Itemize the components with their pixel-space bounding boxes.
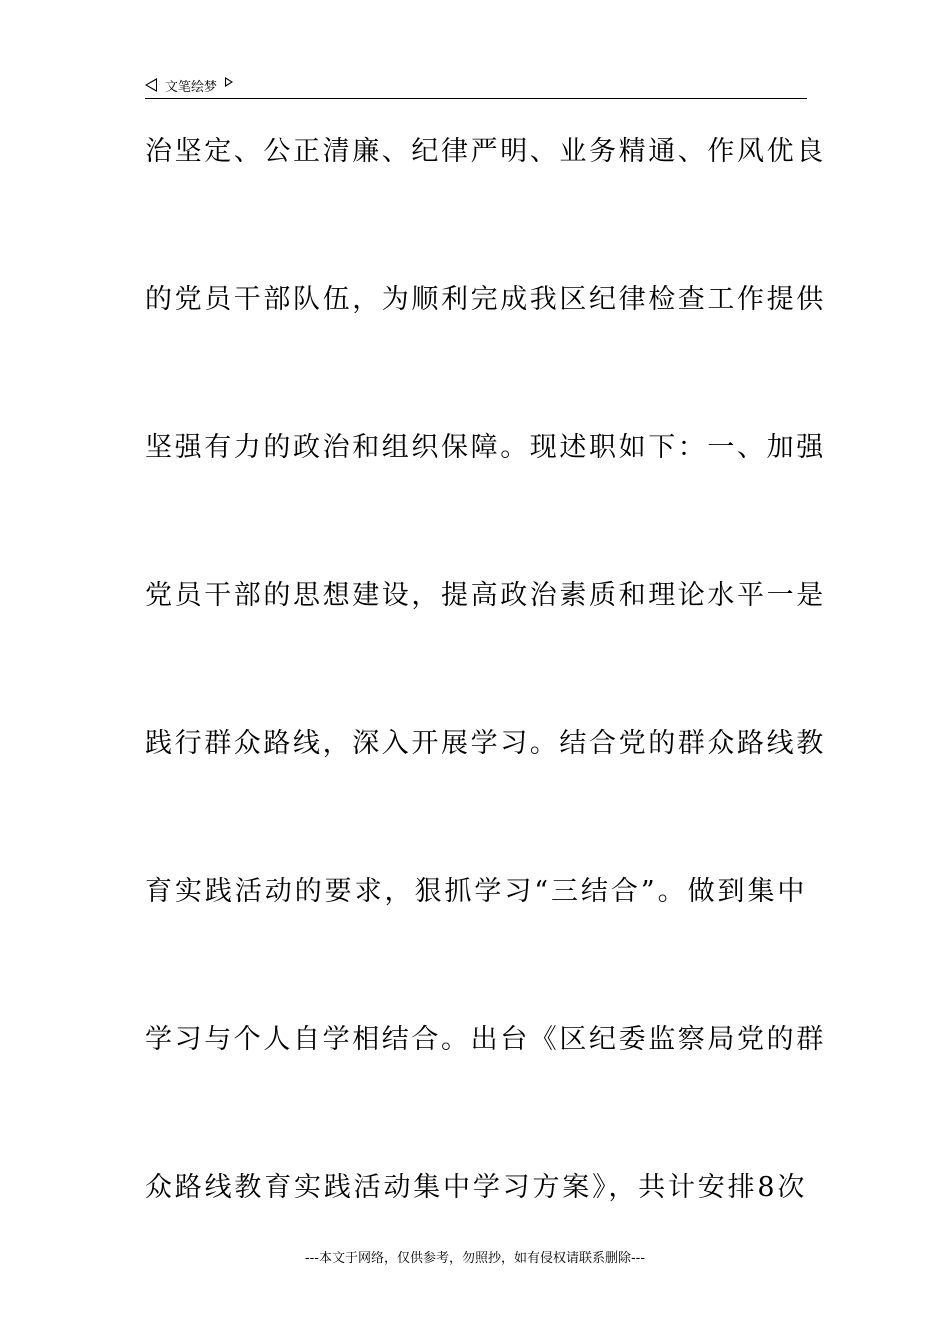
body-line: 育实践活动的要求，狠抓学习“三结合”。做到集中	[145, 876, 807, 907]
body-line: 治坚定、公正清廉、纪律严明、业务精通、作风优良	[145, 136, 826, 167]
body-line: 践行群众路线，深入开展学习。结合党的群众路线教	[145, 728, 826, 759]
triangle-right-icon	[225, 77, 233, 87]
page-header	[145, 72, 807, 99]
body-line: 众路线教育实践活动集中学习方案》，共计安排8次	[145, 1172, 807, 1203]
triangle-left-icon	[145, 78, 157, 92]
page-footer: ---本文于网络，仅供参考，勿照抄，如有侵权请联系删除---	[304, 1251, 646, 1266]
body-line: 党员干部的思想建设，提高政治素质和理论水平一是	[145, 580, 826, 611]
header-title: 文笔绘梦	[165, 79, 218, 95]
document-body	[145, 130, 826, 1314]
body-line: 学习与个人自学相结合。出台《区纪委监察局党的群	[145, 1024, 826, 1055]
body-line: 的党员干部队伍，为顺利完成我区纪律检查工作提供	[145, 284, 826, 315]
body-line: 坚强有力的政治和组织保障。现述职如下：一、加强	[145, 432, 826, 463]
